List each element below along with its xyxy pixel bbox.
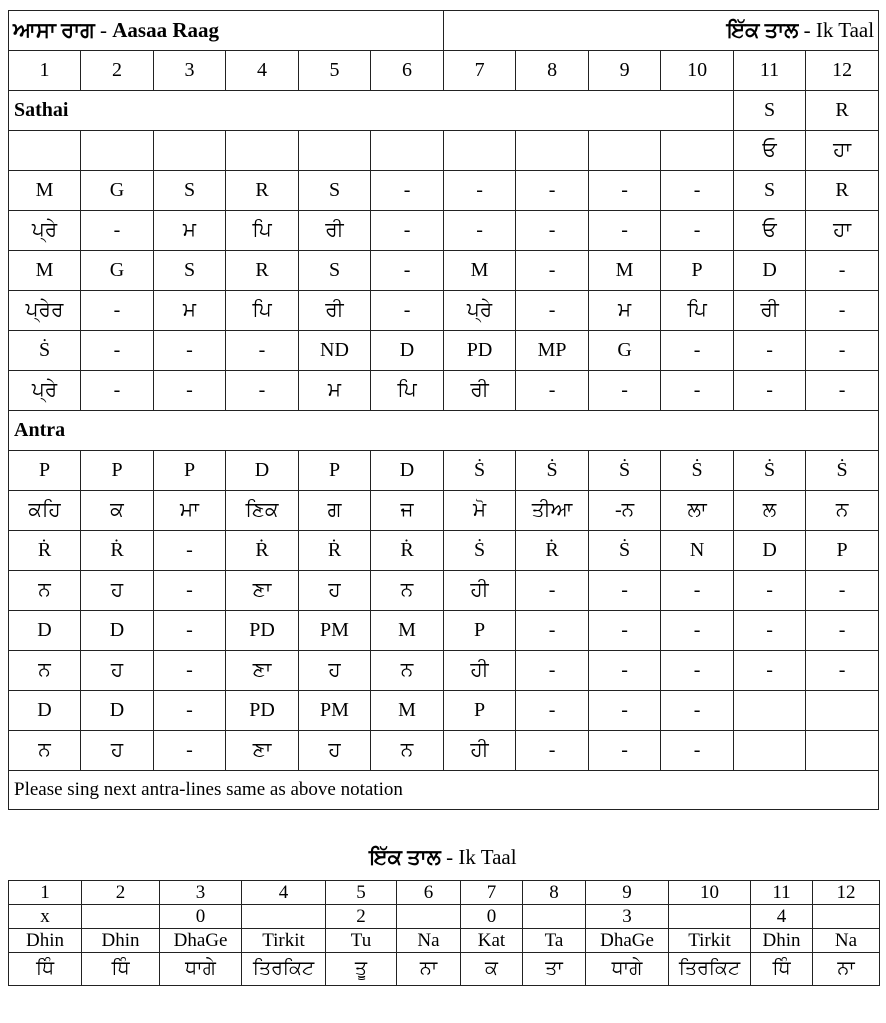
antra-note-row [9, 451, 879, 491]
antra-note-row [9, 611, 879, 651]
note-cell: MP [516, 331, 589, 371]
taal-title [444, 11, 879, 51]
empty-cell [661, 131, 734, 171]
sthai-lyric-row [9, 211, 879, 251]
sthai-lyric-row [9, 291, 879, 331]
empty-cell [589, 131, 661, 171]
note-cell: - [154, 331, 226, 371]
taal-marker-cell: x [9, 905, 82, 929]
lyric-cell: ਨ [371, 651, 444, 691]
lyric-cell: ਮਾ [154, 491, 226, 531]
note-cell: R [226, 251, 299, 291]
sthai-pickup-lyric-row [9, 131, 879, 171]
lyric-cell: ਮੋ [444, 491, 516, 531]
taal-bol-cell: Tu [326, 929, 397, 953]
lyric-cell: ਰੀ [299, 211, 371, 251]
taal-beat-cell: 12 [813, 881, 880, 905]
beat-number: 11 [734, 51, 806, 91]
taal-bol-gurmukhi-cell: ਤਿਰਕਿਟ [669, 953, 751, 986]
note-cell: S [299, 171, 371, 211]
lyric-cell: - [589, 651, 661, 691]
empty-cell [516, 131, 589, 171]
lyric-cell: - [516, 211, 589, 251]
lyric-cell: - [661, 371, 734, 411]
empty-cell [371, 131, 444, 171]
note-cell: R [226, 171, 299, 211]
note-cell: Ṙ [371, 531, 444, 571]
beat-number: 8 [516, 51, 589, 91]
beat-number: 7 [444, 51, 516, 91]
taal-name: Ik Taal [815, 18, 875, 42]
taal-marker-cell [813, 905, 880, 929]
lyric-cell: ਹ [81, 731, 154, 771]
beat-number: 1 [9, 51, 81, 91]
taal-table-title [0, 845, 886, 870]
note-cell: Ṙ [9, 531, 81, 571]
lyric-cell: ਪਿ [371, 371, 444, 411]
lyric-cell: ਰੀ [734, 291, 806, 331]
beat-number: 2 [81, 51, 154, 91]
taal-marker-row [9, 905, 880, 929]
lyric-cell: ਨ [9, 651, 81, 691]
note-cell: D [9, 691, 81, 731]
taal-bol-cell: Tirkit [669, 929, 751, 953]
beat-number: 6 [371, 51, 444, 91]
taal-marker-cell: 2 [326, 905, 397, 929]
taal-beat-cell: 7 [461, 881, 523, 905]
note-cell: - [516, 611, 589, 651]
lyric-cell: ਹ [299, 571, 371, 611]
note-cell: P [9, 451, 81, 491]
note-cell: P [661, 251, 734, 291]
note-cell: S [299, 251, 371, 291]
note-cell: - [734, 331, 806, 371]
lyric-cell: - [81, 291, 154, 331]
taal-bol-cell: Ta [523, 929, 586, 953]
lyric-cell: ਹ [81, 571, 154, 611]
raag-title [9, 11, 444, 51]
lyric-cell: ਹੀ [444, 571, 516, 611]
empty-cell [226, 131, 299, 171]
taal-beat-cell: 2 [82, 881, 160, 905]
beat-number: 12 [806, 51, 879, 91]
note-cell: Ṡ [9, 331, 81, 371]
note-cell: - [516, 171, 589, 211]
empty-cell [299, 131, 371, 171]
lyric-cell: - [154, 371, 226, 411]
taal-table-gurmukhi: ਇੱਕ ਤਾਲ [369, 845, 441, 869]
taal-marker-cell [242, 905, 326, 929]
note-cell: Ṡ [806, 451, 879, 491]
taal-marker-cell: 0 [160, 905, 242, 929]
taal-bol-cell: Dhin [9, 929, 82, 953]
lyric-cell: ਨ [371, 731, 444, 771]
taal-bol-cell: DhaGe [586, 929, 669, 953]
footer-row [9, 771, 879, 810]
note-cell: ND [299, 331, 371, 371]
lyric-cell: ਹੀ [444, 731, 516, 771]
lyric-cell: - [734, 651, 806, 691]
taal-bol-cell: Tirkit [242, 929, 326, 953]
lyric-cell: - [154, 571, 226, 611]
lyric-cell [734, 731, 806, 771]
taal-bol-cell: Dhin [751, 929, 813, 953]
taal-bol-gurmukhi-cell: ਤੂ [326, 953, 397, 986]
note-cell: P [806, 531, 879, 571]
antra-lyric-row [9, 651, 879, 691]
note-cell: PD [444, 331, 516, 371]
lyric-cell: - [226, 371, 299, 411]
beat-number: 10 [661, 51, 734, 91]
lyric-cell: ਨ [806, 491, 879, 531]
taal-table [8, 880, 880, 986]
note-cell: - [516, 251, 589, 291]
taal-body [9, 881, 880, 986]
note-cell: S [154, 171, 226, 211]
taal-beat-cell: 10 [669, 881, 751, 905]
lyric-cell: - [154, 651, 226, 691]
lyric-cell: - [154, 731, 226, 771]
note-cell: - [81, 331, 154, 371]
note-cell: D [734, 531, 806, 571]
lyric-cell: ਹਾ [806, 211, 879, 251]
lyric-cell: - [806, 371, 879, 411]
lyric-cell: ਕਹਿ [9, 491, 81, 531]
taal-bol-gurmukhi-cell: ਧਿੰ [751, 953, 813, 986]
note-cell: - [371, 251, 444, 291]
raag-separator: - [94, 18, 113, 42]
taal-marker-cell: 3 [586, 905, 669, 929]
note-cell: - [589, 691, 661, 731]
taal-beat-cell: 9 [586, 881, 669, 905]
note-cell: N [661, 531, 734, 571]
lyric-cell: - [589, 571, 661, 611]
note-cell: - [806, 251, 879, 291]
note-cell: Ṡ [734, 451, 806, 491]
note-cell: D [371, 331, 444, 371]
note-cell: G [81, 171, 154, 211]
note-cell [806, 691, 879, 731]
lyric-cell: - [516, 731, 589, 771]
note-cell: Ṡ [516, 451, 589, 491]
sthai-lyric-row [9, 371, 879, 411]
note-cell: PM [299, 691, 371, 731]
note-cell: - [226, 331, 299, 371]
note-cell: Ṙ [299, 531, 371, 571]
note-cell: PM [299, 611, 371, 651]
taal-beat-cell: 5 [326, 881, 397, 905]
note-cell: - [516, 691, 589, 731]
lyric-cell: ਪ੍ਰੇ [9, 371, 81, 411]
lyric-cell: ਰੀ [299, 291, 371, 331]
lyric-cell: ਲ [734, 491, 806, 531]
lyric-cell: ਨ [9, 571, 81, 611]
note-cell: Ṡ [444, 451, 516, 491]
note-cell: Ṙ [226, 531, 299, 571]
lyric-cell: -ਨ [589, 491, 661, 531]
taal-table-name: Ik Taal [458, 845, 517, 869]
lyric-cell: - [371, 211, 444, 251]
note-cell: D [734, 251, 806, 291]
lyric-cell: ਤੀਆ [516, 491, 589, 531]
taal-bol-gurmukhi-cell: ਧਾਗੇ [160, 953, 242, 986]
taal-bol-gurmukhi-cell: ਧਿੰ [9, 953, 82, 986]
note-cell: Ṡ [589, 451, 661, 491]
lyric-cell: ਮ [589, 291, 661, 331]
lyric-cell: - [661, 571, 734, 611]
raag-name: Aasaa Raag [112, 18, 219, 42]
lyric-cell: ਓ [734, 131, 806, 171]
note-cell: - [371, 171, 444, 211]
lyric-cell: ਹੀ [444, 651, 516, 691]
lyric-cell: ਲਾ [661, 491, 734, 531]
note-cell: M [371, 691, 444, 731]
taal-bol-cell: Dhin [82, 929, 160, 953]
lyric-cell: - [734, 571, 806, 611]
footer-note: Please sing next antra-lines same as above notation [9, 771, 879, 810]
lyric-cell: - [589, 371, 661, 411]
lyric-cell: ਨ [371, 571, 444, 611]
note-cell: G [81, 251, 154, 291]
taal-beat-row [9, 881, 880, 905]
taal-bol-gurmukhi-cell: ਤਿਰਕਿਟ [242, 953, 326, 986]
lyric-cell: - [661, 211, 734, 251]
note-cell: D [371, 451, 444, 491]
lyric-cell: - [661, 651, 734, 691]
beat-number: 4 [226, 51, 299, 91]
note-cell: - [589, 611, 661, 651]
note-cell: S [734, 91, 806, 131]
taal-marker-cell [397, 905, 461, 929]
taal-bol-cell: Na [397, 929, 461, 953]
antra-label-row [9, 411, 879, 451]
lyric-cell: - [806, 291, 879, 331]
antra-body [9, 451, 879, 771]
taal-bol-gurmukhi-cell: ਨਾ [397, 953, 461, 986]
lyric-cell: ਣਾ [226, 651, 299, 691]
note-cell: - [154, 691, 226, 731]
lyric-cell: - [806, 651, 879, 691]
lyric-cell: - [371, 291, 444, 331]
lyric-cell: ਹ [299, 651, 371, 691]
taal-separator: - [798, 18, 816, 42]
note-cell: - [661, 171, 734, 211]
lyric-cell: ਣਾ [226, 571, 299, 611]
lyric-cell: - [516, 371, 589, 411]
lyric-cell: - [81, 371, 154, 411]
lyric-cell: ਪਿ [226, 211, 299, 251]
note-cell: P [444, 611, 516, 651]
sthai-label: Sathai [9, 91, 734, 131]
note-cell: M [589, 251, 661, 291]
note-cell: Ṙ [81, 531, 154, 571]
lyric-cell: ਹ [81, 651, 154, 691]
empty-cell [81, 131, 154, 171]
note-cell: D [226, 451, 299, 491]
note-cell: P [154, 451, 226, 491]
lyric-cell: ਮ [154, 291, 226, 331]
sthai-body [9, 171, 879, 411]
lyric-cell: - [516, 651, 589, 691]
lyric-cell: ਪਿ [661, 291, 734, 331]
taal-bol-cell: Kat [461, 929, 523, 953]
antra-note-row [9, 691, 879, 731]
lyric-cell: - [661, 731, 734, 771]
lyric-cell: - [806, 571, 879, 611]
note-cell: D [81, 691, 154, 731]
lyric-cell: ਜ [371, 491, 444, 531]
note-cell: R [806, 91, 879, 131]
taal-marker-cell: 0 [461, 905, 523, 929]
lyric-cell: ਣਾ [226, 731, 299, 771]
taal-bol-gurmukhi-cell: ਤਾ [523, 953, 586, 986]
sthai-note-row [9, 251, 879, 291]
lyric-cell: ਣਿਕ [226, 491, 299, 531]
note-cell: - [589, 171, 661, 211]
lyric-cell: ਪ੍ਰੇ [444, 291, 516, 331]
note-cell: M [371, 611, 444, 651]
taal-gurmukhi: ਇੱਕ ਤਾਲ [726, 18, 799, 42]
lyric-cell: ਹ [299, 731, 371, 771]
note-cell: S [154, 251, 226, 291]
taal-marker-cell: 4 [751, 905, 813, 929]
taal-bol-row [9, 929, 880, 953]
lyric-cell: ਮ [299, 371, 371, 411]
taal-beat-cell: 4 [242, 881, 326, 905]
note-cell: - [734, 611, 806, 651]
antra-lyric-row [9, 491, 879, 531]
empty-cell [9, 131, 81, 171]
taal-table-separator: - [440, 845, 459, 869]
beat-number: 9 [589, 51, 661, 91]
note-cell: Ṡ [444, 531, 516, 571]
lyric-cell: - [81, 211, 154, 251]
lyric-cell: ਪ੍ਰੇ [9, 211, 81, 251]
taal-bol-gurmukhi-row [9, 953, 880, 986]
note-cell: - [661, 691, 734, 731]
note-cell: R [806, 171, 879, 211]
notation-table [8, 10, 879, 810]
antra-lyric-row [9, 731, 879, 771]
lyric-cell: ਪਿ [226, 291, 299, 331]
taal-marker-cell [82, 905, 160, 929]
lyric-cell: - [516, 291, 589, 331]
note-cell: M [9, 251, 81, 291]
lyric-cell: - [589, 731, 661, 771]
lyric-cell: ਨ [9, 731, 81, 771]
note-cell: Ṡ [589, 531, 661, 571]
note-cell: M [9, 171, 81, 211]
taal-bol-cell: Na [813, 929, 880, 953]
lyric-cell: ਪ੍ਰੇਰ [9, 291, 81, 331]
note-cell: P [444, 691, 516, 731]
taal-beat-cell: 11 [751, 881, 813, 905]
lyric-cell: ਗ [299, 491, 371, 531]
lyric-cell: - [589, 211, 661, 251]
empty-cell [154, 131, 226, 171]
taal-marker-cell [523, 905, 586, 929]
sthai-note-row [9, 331, 879, 371]
taal-bol-gurmukhi-cell: ਕ [461, 953, 523, 986]
note-cell: - [154, 611, 226, 651]
antra-lyric-row [9, 571, 879, 611]
taal-bol-cell: DhaGe [160, 929, 242, 953]
lyric-cell: ਕ [81, 491, 154, 531]
lyric-cell: ਓ [734, 211, 806, 251]
taal-beat-cell: 1 [9, 881, 82, 905]
lyric-cell: ਮ [154, 211, 226, 251]
lyric-cell: ਰੀ [444, 371, 516, 411]
taal-beat-cell: 6 [397, 881, 461, 905]
note-cell: P [81, 451, 154, 491]
note-cell: - [806, 331, 879, 371]
sthai-label-row [9, 91, 879, 131]
taal-beat-cell: 8 [523, 881, 586, 905]
taal-marker-cell [669, 905, 751, 929]
note-cell: D [81, 611, 154, 651]
lyric-cell: ਹਾ [806, 131, 879, 171]
note-cell: - [661, 611, 734, 651]
beat-number: 5 [299, 51, 371, 91]
note-cell: P [299, 451, 371, 491]
beat-number: 3 [154, 51, 226, 91]
note-cell: M [444, 251, 516, 291]
lyric-cell: - [516, 571, 589, 611]
taal-bol-gurmukhi-cell: ਧਿੰ [82, 953, 160, 986]
taal-bol-gurmukhi-cell: ਧਾਗੇ [586, 953, 669, 986]
note-cell: PD [226, 611, 299, 651]
note-cell: - [806, 611, 879, 651]
taal-beat-cell: 3 [160, 881, 242, 905]
header-row [9, 11, 879, 51]
antra-note-row [9, 531, 879, 571]
lyric-cell: - [734, 371, 806, 411]
taal-bol-gurmukhi-cell: ਨਾ [813, 953, 880, 986]
note-cell: D [9, 611, 81, 651]
lyric-cell: - [444, 211, 516, 251]
note-cell: - [154, 531, 226, 571]
antra-label: Antra [9, 411, 879, 451]
note-cell [734, 691, 806, 731]
note-cell: PD [226, 691, 299, 731]
note-cell: G [589, 331, 661, 371]
sthai-note-row [9, 171, 879, 211]
note-cell: - [661, 331, 734, 371]
note-cell: S [734, 171, 806, 211]
raag-gurmukhi: ਆਸਾ ਰਾਗ [13, 18, 95, 42]
note-cell: - [444, 171, 516, 211]
empty-cell [444, 131, 516, 171]
note-cell: Ṡ [661, 451, 734, 491]
note-cell: Ṙ [516, 531, 589, 571]
beat-number-row [9, 51, 879, 91]
lyric-cell [806, 731, 879, 771]
